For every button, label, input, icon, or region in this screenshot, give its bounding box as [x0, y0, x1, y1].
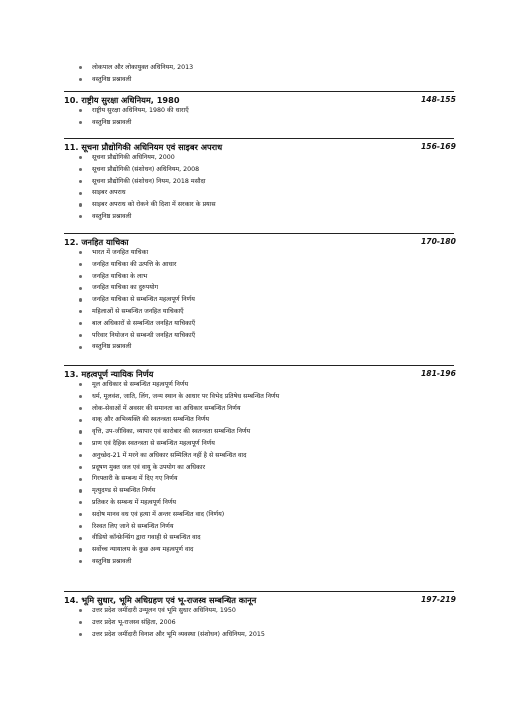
list-item [0, 105, 530, 117]
section-page-range: 170-180 [421, 237, 456, 246]
list-item [0, 259, 530, 271]
list-item-text: महिलाओं से सम्बन्धित जनहित याचिकाएँ [92, 307, 184, 315]
list-item [0, 462, 530, 474]
bullet-icon [79, 478, 82, 481]
list-item-text: वाक् और अभिव्यक्ति की स्वतन्त्रता सम्बन्धित निर्णय [92, 416, 210, 424]
list-item-text: प्रतिकर के सम्बन्ध में महत्वपूर्ण निर्णय [92, 498, 177, 506]
bullet-icon [79, 180, 82, 183]
list-item [0, 391, 530, 403]
section-page-range: 148-155 [421, 95, 456, 104]
list-item-text: मृत्युदण्ड से सम्बन्धित निर्णय [92, 487, 156, 495]
bullet-icon [79, 78, 82, 81]
list-item-text: उत्तर प्रदेश भू-राजस्व संहिता, 2006 [92, 618, 176, 626]
section-title: 12. जनहित याचिका [64, 237, 129, 247]
list-item-text: वस्तुनिष्ठ प्रश्नावली [92, 343, 132, 351]
list-item [0, 521, 530, 533]
section-title: 11. सूचना प्रौद्योगिकी अधिनियम एवं साइबर अपराध [64, 142, 223, 152]
list-item-text: गिरफ्तारी के सम्बन्ध में दिए गए निर्णय [92, 475, 178, 483]
list-item [0, 379, 530, 391]
list-item [0, 426, 530, 438]
list-item [0, 318, 530, 330]
section-title: 10. राष्ट्रीय सुरक्षा अधिनियम, 1980 [64, 95, 180, 105]
list-item [0, 211, 530, 223]
bullet-icon [79, 537, 82, 540]
list-item-text: जनहित याचिका का दुरुपयोग [92, 284, 159, 292]
list-item [0, 341, 530, 353]
intro-list [0, 62, 530, 86]
bullet-icon [79, 560, 82, 563]
bullet-icon [79, 466, 82, 469]
list-item-text: जनहित याचिका से सम्बन्धित महत्वपूर्ण निर्णय [92, 296, 195, 304]
list-item [0, 176, 530, 188]
list-item-text: साइबर अपराध [92, 189, 126, 197]
section-heading [64, 591, 454, 605]
bullet-icon [79, 454, 82, 457]
bullet-icon [79, 609, 82, 612]
list-item [0, 497, 530, 509]
bullet-icon [79, 215, 82, 218]
list-item-text: रिश्वत लिए जाने से सम्बन्धित निर्णय [92, 522, 174, 530]
list-item [0, 330, 530, 342]
list-item [0, 544, 530, 556]
list-item [0, 164, 530, 176]
bullet-icon [79, 442, 82, 445]
list-item-text: लोकपाल और लोकायुक्त अधिनियम, 2013 [92, 64, 194, 71]
bullet-icon [79, 513, 82, 516]
list-item [0, 485, 530, 497]
list-item-text: मूल अधिकार से सम्बन्धित महत्वपूर्ण निर्णय [92, 381, 189, 388]
list-item [0, 187, 530, 199]
list-item [0, 556, 530, 568]
list-item [0, 294, 530, 306]
bullet-icon [79, 621, 82, 624]
bullet-icon [79, 407, 82, 410]
list-item-text: सदोष मानव वध एवं हत्या में अन्तर सम्बन्धित वाद (निर्णय) [92, 510, 225, 518]
bullet-icon [79, 501, 82, 504]
bullet-icon [79, 419, 82, 422]
list-item [0, 403, 530, 415]
bullet-icon [79, 298, 82, 301]
bullet-icon [79, 203, 82, 206]
list-item-text: वस्तुनिष्ठ प्रश्नावली [92, 212, 132, 220]
list-item [0, 438, 530, 450]
list-item-text: सूचना प्रौद्योगिकी (संशोधन) नियम, 2018 मसौदा [92, 177, 206, 185]
section-14 [0, 584, 530, 640]
bullet-icon [79, 263, 82, 266]
bullet-icon [79, 383, 82, 386]
list-item [0, 282, 530, 294]
section-title: 14. भूमि सुधार, भूमि अधिग्रहण एवं भू-राजस्व सम्बन्धित कानून [64, 595, 257, 605]
section-page-range: 181-196 [421, 369, 456, 378]
list-item-text: वीडियो कॉन्फ्रेन्सिंग द्वारा गवाही से सम्बन्धित वाद [92, 534, 201, 542]
section-heading [64, 138, 454, 152]
bullet-icon [79, 548, 82, 551]
bullet-icon [79, 346, 82, 349]
list-item [0, 532, 530, 544]
bullet-icon [79, 633, 82, 636]
list-item [0, 117, 530, 129]
list-item-text: सूचना प्रौद्योगिकी (संशोधन) अधिनियम, 2008 [92, 165, 200, 173]
list-item [0, 199, 530, 211]
list-item-text: लोक-सेवाओं में अवसर की समानता का अधिकार सम्बन्धित निर्णय [92, 404, 241, 412]
list-item-text: वस्तुनिष्ठ प्रश्नावली [92, 75, 132, 83]
bullet-icon [79, 168, 82, 171]
list-item [0, 62, 530, 74]
list-item-text: प्रदूषण मुक्त जल एवं वायु के उपयोग का अधिकार [92, 463, 206, 471]
section-11 [0, 131, 530, 223]
list-item [0, 629, 530, 641]
section-heading [64, 233, 454, 247]
list-item [0, 247, 530, 259]
list-item-text: साइबर अपराध को रोकने की दिशा में सरकार के प्रयास [92, 201, 216, 209]
list-item-text: धर्म, मूलवंश, जाति, लिंग, जन्म स्थान के आधार पर विभेद प्रतिषेध सम्बन्धित निर्णय [92, 392, 280, 400]
section-12 [0, 226, 530, 353]
bullet-icon [79, 489, 82, 492]
list-item [0, 617, 530, 629]
list-item [0, 152, 530, 164]
bullet-icon [79, 109, 82, 112]
section-10 [0, 84, 530, 129]
bullet-icon [79, 251, 82, 254]
list-item-text: प्राण एवं दैहिक स्वतन्त्रता से सम्बन्धित महत्वपूर्ण निर्णय [92, 439, 215, 447]
bullet-icon [79, 287, 82, 290]
bullet-icon [79, 430, 82, 433]
list-item-text: सूचना प्रौद्योगिकी अधिनियम, 2000 [92, 154, 175, 161]
list-item-text: सर्वोच्च न्यायालय के कुछ अन्य महत्वपूर्ण वाद [92, 546, 194, 554]
list-item [0, 414, 530, 426]
bullet-icon [79, 310, 82, 313]
list-item-text: वस्तुनिष्ठ प्रश्नावली [92, 557, 132, 565]
list-item-text: बाल अधिकारों से सम्बन्धित जनहित याचिकाएँ [92, 319, 196, 327]
list-item [0, 450, 530, 462]
bullet-icon [79, 334, 82, 337]
list-item [0, 271, 530, 283]
bullet-icon [79, 156, 82, 159]
section-13 [0, 358, 530, 568]
list-item-text: राष्ट्रीय सुरक्षा अधिनियम, 1980 की धाराएँ [92, 107, 189, 114]
bullet-icon [79, 66, 82, 69]
section-title: 13. महत्वपूर्ण न्यायिक निर्णय [64, 369, 154, 379]
list-item [0, 605, 530, 617]
list-item-text: अनुच्छेद-21 में मरने का अधिकार सम्मिलित नहीं है से सम्बन्धित वाद [92, 451, 247, 459]
list-item [0, 473, 530, 485]
section-page-range: 197-219 [421, 595, 456, 604]
list-item [0, 306, 530, 318]
bullet-icon [79, 275, 82, 278]
list-item-text: जनहित याचिका की उत्पत्ति के आधार [92, 260, 177, 268]
list-item-text: वस्तुनिष्ठ प्रश्नावली [92, 118, 132, 126]
bullet-icon [79, 121, 82, 124]
list-item-text: उत्तर प्रदेश जमींदारी विनाश और भूमि व्यवस्था (संशोधन) अधिनियम, 2015 [92, 630, 265, 638]
list-item [0, 509, 530, 521]
list-item-text: वृत्ति, उप-जीविका, व्यापार एवं कारोबार की स्वतन्त्रता सम्बन्धित निर्णय [92, 428, 251, 436]
bullet-icon [79, 395, 82, 398]
list-item-text: उत्तर प्रदेश जमींदारी उन्मूलन एवं भूमि सुधार अधिनियम, 1950 [92, 607, 236, 614]
section-heading [64, 91, 454, 105]
bullet-icon [79, 525, 82, 528]
bullet-icon [79, 322, 82, 325]
list-item-text: परिवार नियोजन से सम्बन्धी जनहित याचिकाएँ [92, 331, 196, 339]
list-item-text: जनहित याचिका के लाभ [92, 272, 148, 280]
section-page-range: 156-169 [421, 142, 456, 151]
section-heading [64, 365, 454, 379]
list-item-text: भारत में जनहित याचिका [92, 249, 149, 256]
bullet-icon [79, 192, 82, 195]
